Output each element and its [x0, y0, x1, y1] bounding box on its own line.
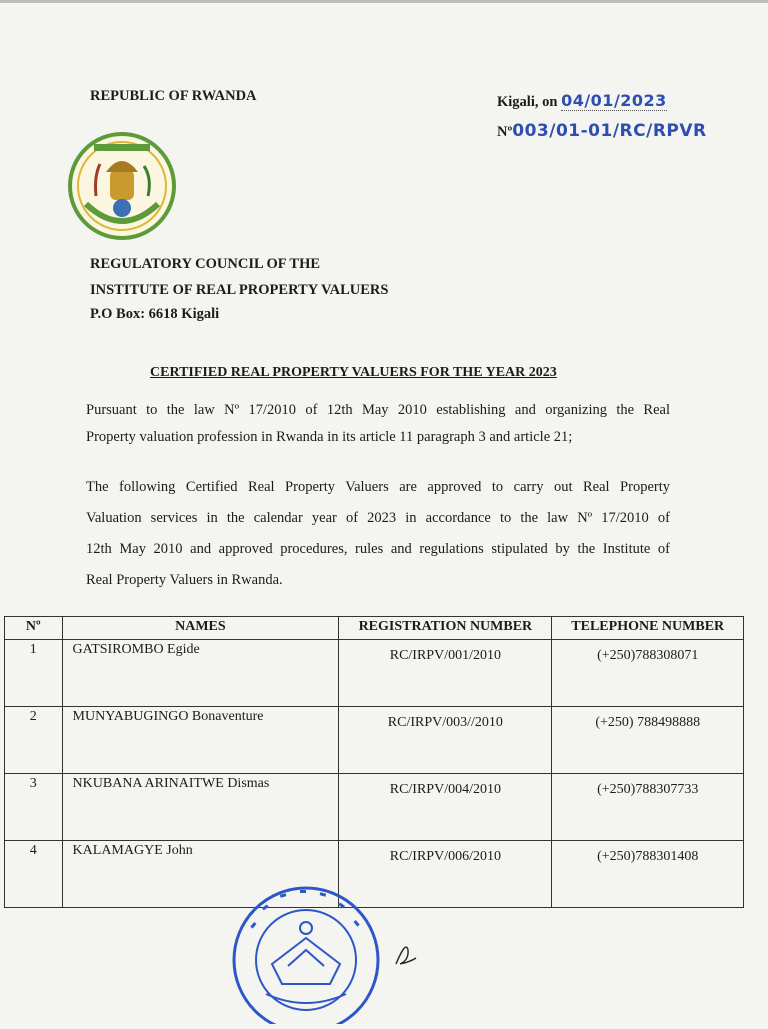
paragraph-2-line: The following Certified Real Property Valuers are approved to carry out Real Property	[86, 479, 670, 495]
coat-of-arms-icon	[66, 126, 178, 244]
ref-label: Nº	[497, 124, 513, 140]
row-number: 3	[5, 774, 63, 841]
paragraph-2-line: 12th May 2010 and approved procedures, rules and regulations stipulated by the Institute of	[86, 541, 670, 557]
row-number: 2	[5, 707, 63, 774]
header-number: Nº	[5, 617, 63, 640]
row-registration: RC/IRPV/004/2010	[339, 774, 552, 841]
row-name: GATSIROMBO Egide	[62, 640, 339, 707]
signature-icon	[390, 938, 420, 968]
authority-pobox: P.O Box: 6618 Kigali	[90, 306, 220, 322]
table-header-row	[5, 617, 744, 640]
paragraph-2-line: Real Property Valuers in Rwanda.	[86, 572, 283, 588]
authority-line-1: REGULATORY COUNCIL OF THE	[90, 256, 321, 272]
paragraph-2-line: Valuation services in the calendar year of 2023 in accordance to the law Nº 17/2010 of	[86, 510, 670, 526]
row-name: KALAMAGYE John	[62, 841, 339, 908]
table-row	[5, 707, 744, 774]
document-title: CERTIFIED REAL PROPERTY VALUERS FOR THE YEAR 2023	[150, 365, 557, 380]
paragraph-1-line: Property valuation profession in Rwanda in its article 11 paragraph 3 and article 21;	[86, 429, 573, 445]
row-registration: RC/IRPV/001/2010	[339, 640, 552, 707]
place-label: Kigali, on	[497, 94, 558, 110]
date-line	[497, 91, 667, 111]
paragraph-1-line: Pursuant to the law Nº 17/2010 of 12th May 2010 establishing and organizing the Real	[86, 402, 670, 418]
scan-edge	[0, 0, 768, 3]
row-telephone: (+250)788301408	[552, 841, 744, 908]
paragraph-1	[86, 397, 670, 451]
header-registration: REGISTRATION NUMBER	[339, 617, 552, 640]
ref-handwritten: 003/01-01/RC/RPVR	[512, 121, 707, 141]
header-names: NAMES	[62, 617, 339, 640]
official-stamp-icon	[226, 884, 386, 1024]
authority-line-2: INSTITUTE OF REAL PROPERTY VALUERS	[90, 282, 389, 298]
row-number: 1	[5, 640, 63, 707]
row-number: 4	[5, 841, 63, 908]
row-registration: RC/IRPV/006/2010	[339, 841, 552, 908]
table-row	[5, 774, 744, 841]
row-registration: RC/IRPV/003//2010	[339, 707, 552, 774]
date-handwritten: 04/01/2023	[561, 91, 667, 110]
country-heading: REPUBLIC OF RWANDA	[90, 88, 257, 104]
row-telephone: (+250)788308071	[552, 640, 744, 707]
row-name: MUNYABUGINGO Bonaventure	[62, 707, 339, 774]
reference-line	[497, 121, 707, 141]
row-telephone: (+250)788307733	[552, 774, 744, 841]
paragraph-2	[86, 472, 670, 596]
header-telephone: TELEPHONE NUMBER	[552, 617, 744, 640]
row-name: NKUBANA ARINAITWE Dismas	[62, 774, 339, 841]
valuers-table	[4, 616, 744, 908]
row-telephone: (+250) 788498888	[552, 707, 744, 774]
table-row	[5, 640, 744, 707]
